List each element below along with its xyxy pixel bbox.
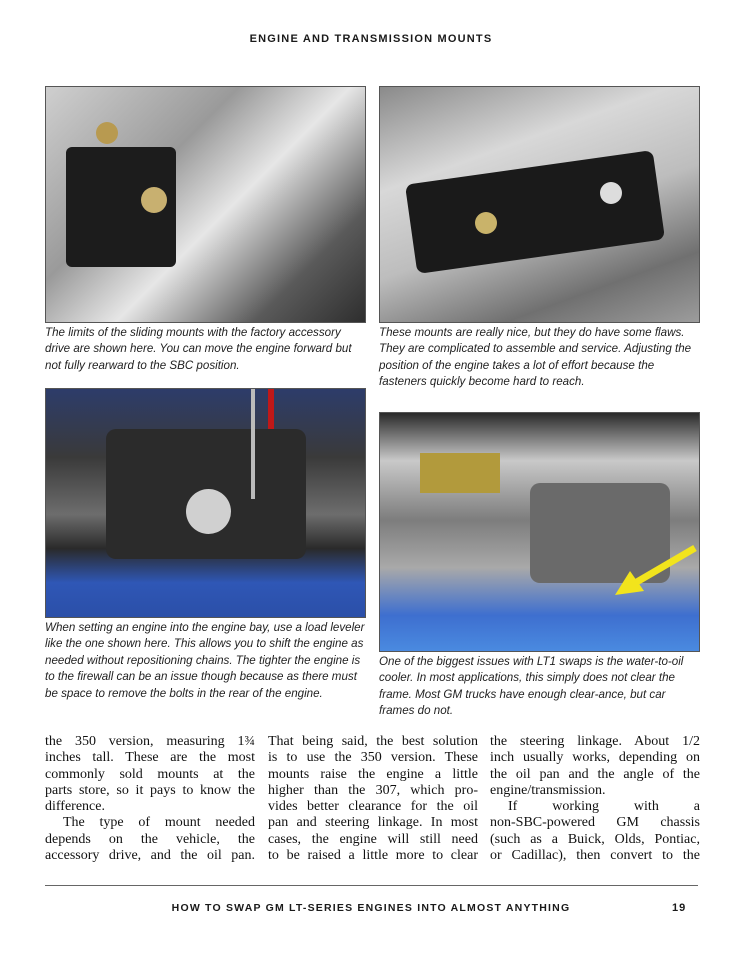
body-text-line: the oil pan and the angle of the [490, 766, 700, 782]
body-text-line: The type of mount needed [63, 815, 255, 831]
mount-plate [405, 150, 665, 274]
body-text-line: higher than the 307, which pro- [268, 782, 478, 798]
body-text-line: If working with a [508, 799, 700, 815]
body-text-line: depends on the vehicle, the [45, 831, 255, 847]
body-text-line: cases, the engine will still need [268, 831, 478, 847]
photo-adjustable-mounts [379, 86, 700, 323]
body-text-line: vides better clearance for the oil [268, 799, 478, 815]
body-column-3 [490, 734, 700, 864]
running-header: ENGINE AND TRANSMISSION MOUNTS [249, 33, 493, 45]
mount [420, 453, 500, 493]
body-text-line: pan and steering linkage. In most [268, 815, 478, 831]
hoist-red [268, 389, 274, 429]
body-text-line: inches tall. These are the most [45, 750, 255, 766]
figure-caption: These mounts are really nice, but they do have some flaws. They are complicated to assemble and service. Adjusting the position of the engine takes a lot of effort because the fasteners quickly become hard to reach. [379, 326, 692, 389]
chain [251, 389, 255, 499]
body-text-line: accessory drive, and the oil pan. [45, 848, 255, 864]
photo-oil-cooler [379, 412, 700, 652]
body-text-line: to be raised a little more to clear [268, 848, 478, 864]
bolt [475, 212, 497, 234]
bolt [141, 187, 167, 213]
figure-caption: When setting an engine into the engine bay, use a load leveler like the one shown here. This allows you to shift the engine as needed without repositioning chains. The tighter the engine is to the firewall can be an issue though because as there must be space to remove the bolts in the rear of the engine. [45, 621, 365, 700]
body-text-line: commonly sold mounts at the [45, 766, 255, 782]
body-text-line: is to use the 350 version. These [268, 750, 478, 766]
bolt [600, 182, 622, 204]
body-text-line: the steering linkage. About 1/2 [490, 734, 700, 749]
bolt [96, 122, 118, 144]
body-text-line: engine/transmission. [490, 782, 606, 798]
body-text-line: difference. [45, 799, 105, 815]
photo-engine-hoist [45, 388, 366, 618]
body-text-line: mounts raise the engine a little [268, 766, 478, 782]
body-column-1 [45, 734, 255, 864]
yellow-arrow-icon [610, 543, 700, 603]
body-text-line: non-SBC-powered GM chassis [490, 815, 700, 831]
footer-divider [45, 885, 698, 886]
body-column-2 [268, 734, 478, 864]
body-text-line: parts store, so it pays to know the [45, 782, 255, 798]
body-text-line: or Cadillac), then convert to the [490, 848, 700, 864]
body-text-line: inch usually works, depending on [490, 750, 700, 766]
body-text-line: That being said, the best solution [268, 734, 478, 749]
photo-sliding-mounts [45, 86, 366, 323]
page-number: 19 [672, 902, 687, 914]
figure-caption: The limits of the sliding mounts with the factory accessory drive are shown here. You can move the engine forward but not fully rearward to the SBC position. [45, 326, 352, 372]
body-text-line: the 350 version, measuring 1¾ [45, 734, 255, 749]
figure-caption: One of the biggest issues with LT1 swaps is the water-to-oil cooler. In most applications, this simply does not clear the frame. Most GM trucks have enough clear-ance, but car frames do not. [379, 655, 684, 718]
alternator [186, 489, 231, 534]
running-footer: HOW TO SWAP GM LT-SERIES ENGINES INTO ALMOST ANYTHING [171, 902, 571, 914]
body-text-line: (such as a Buick, Olds, Pontiac, [490, 831, 700, 847]
